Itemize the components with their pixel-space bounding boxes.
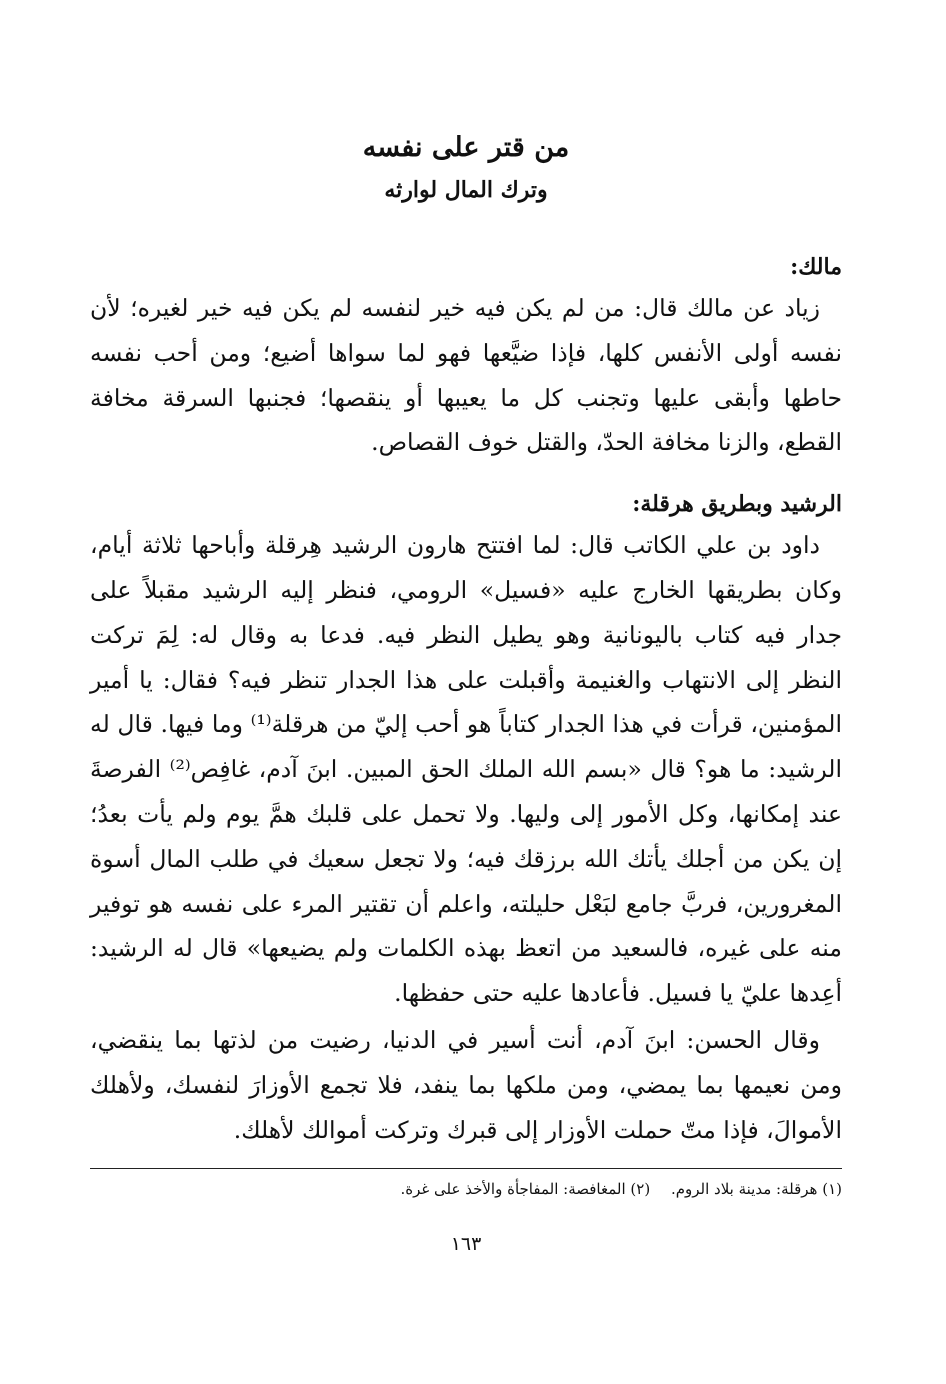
page-number: ١٦٣ [450, 1233, 482, 1256]
footnote-divider [90, 1168, 842, 1169]
footnote-1: (١) هرقلة: مدينة بلاد الروم. [670, 1180, 842, 1199]
paragraph-hasan-saying: وقال الحسن: ابنَ آدم، أنت أسير في الدنيا، رضيت من لذتها بما ينقضي، ومن نعيمها بما يمضي، ومن ملكها بما ينفد، فلا تجمع الأوزارَ لنفسك، ولأهلك الأموالَ، فإذا متّ حملت الأوزار إلى قبرك وتركت أموالك لأهلك. [90, 1025, 842, 1144]
footnotes [90, 1177, 842, 1201]
section-heading-rashid: الرشيد وبطريق هرقلة: [632, 491, 842, 518]
section-heading-malik: مالك: [790, 254, 842, 280]
chapter-title: من قتر على نفسه [362, 132, 570, 163]
paragraph-rashid-story: داود بن علي الكاتب قال: لما افتتح هارون الرشيد هِرقلة وأباحها ثلاثة أيام، وكان بطريقها الخارج عليه «فسيل» الرومي، فنظر إليه الرشيد مقبلاً على جدار فيه كتاب باليونانية وهو يطيل النظر فيه. فدعا به وقال له: لِمَ تركت النظر إلى الانتهاب والغنيمة وأقبلت على هذا الجدار تنظر فيه؟ فقال: يا أمير المؤمنين، قرأت في هذا الجدار كتاباً هو أحب إليّ من هرقلة⁽¹⁾ وما فيها. قال له الرشيد: ما هو؟ قال «بسم الله الملك الحق المبين. ابنَ آدم، غافِص⁽²⁾ الفرصةَ عند إمكانها، وكل الأمور إلى وليها. ولا تحمل على قلبك همَّ يوم ولم يأت بعدُ؛ إن يكن من أجلك يأتك الله برزقك فيه؛ ولا تجعل سعيك في طلب المال أسوة المغرورين، فربَّ جامع لبَعْل حليلته، واعلم أن تقتير المرء على نفسه هو توفير منه على غيره، فالسعيد من اتعظ بهذه الكلمات ولم يضيعها» قال له الرشيد: أعِدها عليّ يا فسيل. فأعادها عليه حتى حفظها. [90, 531, 842, 1008]
paragraph-malik: زياد عن مالك قال: من لم يكن فيه خير لنفسه لم يكن فيه خير لغيره؛ لأن نفسه أولى الأنفس كلها، فإذا ضيَّعها فهو لما سواها أضيع؛ ومن أحب نفسه حاطها وأبقى عليها وتجنب كل ما يعيبها أو ينقصها؛ فجنبها السرقة مخافة القطع، والزنا مخافة الحدّ، والقتل خوف القصاص. [90, 294, 842, 457]
chapter-subtitle: وترك المال لوارثه [384, 177, 548, 203]
footnote-2: (٢) المغافصة: المفاجأة والأخذ على غرة. [400, 1180, 651, 1199]
book-page [90, 120, 842, 1259]
